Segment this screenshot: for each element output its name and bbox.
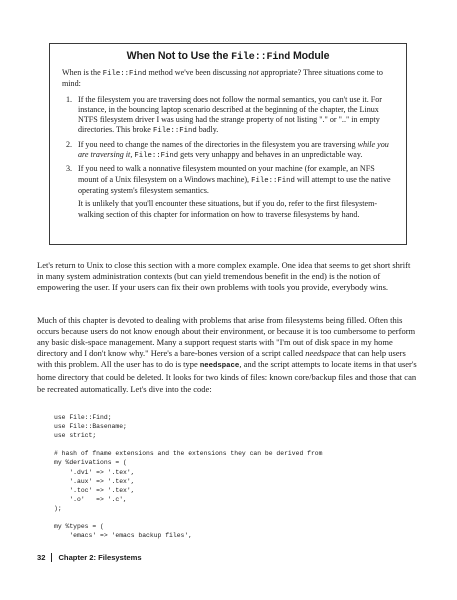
- needspace-command: needspace: [199, 362, 240, 371]
- sidebar-box: [49, 43, 407, 245]
- sidebar-title: When Not to Use the File::Find Module: [126, 50, 330, 63]
- paragraph-needspace: Much of this chapter is devoted to dealing with problems that arise from filesystems being filled. Often this occurs because users do not know enough about their environment, or because it is too cumbersome to perform any basic disk-space management. Many a support request starts with "I'm out of disk space in my home directory and I don't know why." Here's a bare-bones version of a script called needspace that can help users with this problem. All the user has to do is type needspace, and the script attempts to locate items in that user's home directory that could be deleted. It looks for two kinds of files: known core/backup files and those that can be recreated automatically. Let's dive into the code:: [37, 315, 417, 394]
- list-item: 2. If you need to change the names of the directories in the filesystem you are traversing while you are traversing it, File::Find gets very unhappy and behaves in an unpredictable way.: [66, 139, 389, 161]
- sidebar-intro: When is the File::Find method we've been discussing not appropriate? Three situations come to mind:: [62, 68, 383, 89]
- sidebar-title-code: File::Find: [231, 52, 291, 63]
- sidebar-note: It is unlikely that you'll encounter these situations, but if you do, refer to the first filesystem-walking section of this chapter for information on how to traverse filesystems by hand.: [78, 199, 378, 219]
- footer-divider: [51, 553, 52, 562]
- list-item: 1. If the filesystem you are traversing does not follow the normal semantics, you can't use it. For instance, in the bouncing laptop scenario described at the beginning of the chapter, the Linux NTFS filesystem driver I was using had the strange property of not listing "." or ".." in empty directories. This broke File::Find badly.: [66, 94, 383, 136]
- sidebar-list: [62, 95, 394, 197]
- chapter-title: Chapter 2: Filesystems: [58, 553, 142, 562]
- paragraph-return-to-unix: Let's return to Unix to close this section with a more complex example. One idea that seems to get short shrift in many system administration contexts (but can yield tremendous benefit in the end) is the notion of empowering the user. If your users can fix their own problems with tools you provide, everybody wins.: [37, 260, 411, 293]
- page-footer: [37, 553, 142, 562]
- list-item: 3. If you need to walk a nonnative filesystem mounted on your machine (for example, an NFS mount of a Unix filesystem on a Windows machine), File::Find will attempt to use the native operating system's filesystem semantics.: [66, 164, 391, 195]
- code-listing: use File::Find; use File::Basename; use strict; # hash of fname extensions and the extensions they can be derived from my %derivations = ( '.dvi' => '.tex', '.aux' => '.tex', '.toc' => '.tex', '.o' => '.c', ); my %types = ( 'emacs' => 'emacs backup files',: [54, 414, 323, 540]
- page-number: 32: [37, 553, 46, 562]
